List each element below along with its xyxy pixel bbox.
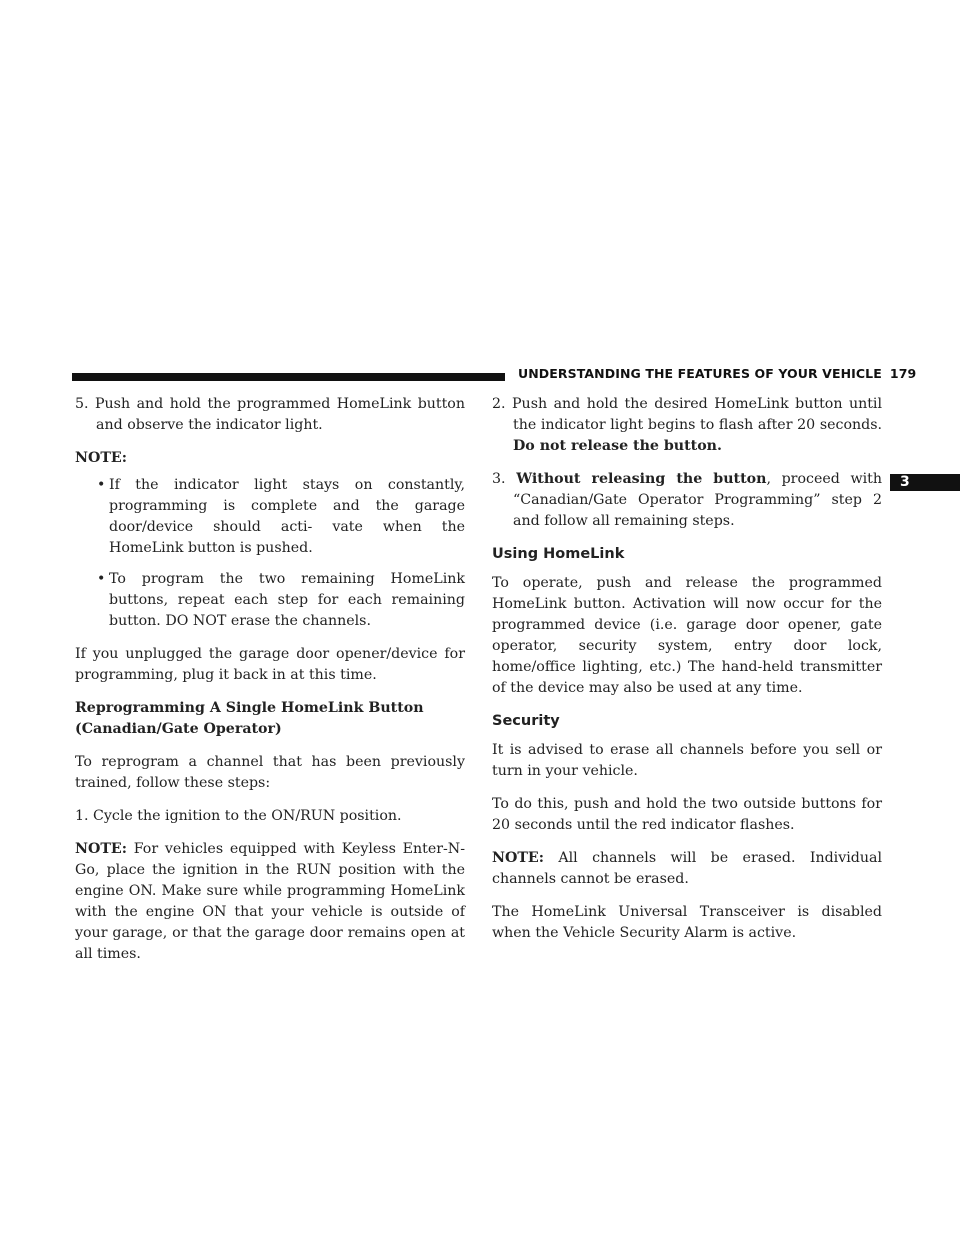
note-label-inline: NOTE: xyxy=(75,841,127,857)
header-title: UNDERSTANDING THE FEATURES OF YOUR VEHICLE xyxy=(518,366,882,381)
step-2-bold: Do not release the button. xyxy=(513,438,722,454)
note-bullet-list xyxy=(75,475,465,632)
step-1: 1. Cycle the ignition to the ON/RUN position. xyxy=(75,808,402,824)
step-5: 5. Push and hold the programmed HomeLink button and observe the indicator light. xyxy=(75,396,465,433)
step-3 xyxy=(492,469,882,532)
step-3-prefix: 3. xyxy=(492,471,517,487)
note-label-inline: NOTE: xyxy=(492,850,544,866)
security-heading: Security xyxy=(492,713,560,729)
security-paragraph-2: To do this, push and hold the two outside buttons for 20 seconds until the red indicator flashes. xyxy=(492,796,882,833)
step-2 xyxy=(492,394,882,457)
using-paragraph: To operate, push and release the programmed HomeLink button. Activation will now occur for the programmed device (i.e. garage door opener, gate operator, security system, entry door lock, home/office lighting, etc.) The hand-held transmitter of the device may also be used at any time. xyxy=(492,575,882,696)
note-text: For vehicles equipped with Keyless Enter-N-Go, place the ignition in the RUN position with the engine ON. Make sure while programming HomeLink with the engine ON that your vehicle is outside of your garage, or that the garage door remains open at all times. xyxy=(75,841,465,962)
unplugged-paragraph: If you unplugged the garage door opener/device for programming, plug it back in at this time. xyxy=(75,646,465,683)
bullet-glyph: • xyxy=(97,477,106,493)
step-3-text: , proceed with “Canadian/Gate Operator Programming” step 2 and follow all remaining steps. xyxy=(513,471,882,529)
right-column xyxy=(492,394,882,956)
list-item xyxy=(97,475,465,559)
subheading-line-1: Reprogramming A Single HomeLink Button xyxy=(75,700,424,716)
running-header xyxy=(518,366,916,381)
reprogramming-subheading xyxy=(75,698,465,740)
intro-paragraph: To reprogram a channel that has been previously trained, follow these steps: xyxy=(75,754,465,791)
bullet-text: To program the two remaining HomeLink buttons, repeat each step for each remaining button. DO NOT erase the channels. xyxy=(109,571,465,629)
bullet-glyph: • xyxy=(97,571,106,587)
bullet-text: If the indicator light stays on constantly, programming is complete and the garage door/device should acti- vate when the HomeLink button is pushed. xyxy=(109,477,465,556)
using-homelink-heading: Using HomeLink xyxy=(492,546,625,562)
page-number: 179 xyxy=(889,366,917,381)
header-rule xyxy=(72,373,505,381)
step-2-text: 2. Push and hold the desired HomeLink button until the indicator light begins to flash after 20 seconds. xyxy=(492,396,882,433)
list-item xyxy=(97,569,465,632)
chapter-tab: 3 xyxy=(890,474,960,491)
security-note xyxy=(492,848,882,890)
step-3-bold: Without releasing the button xyxy=(516,471,767,487)
left-column xyxy=(75,394,465,977)
security-paragraph-1: It is advised to erase all channels before you sell or turn in your vehicle. xyxy=(492,742,882,779)
note-label: NOTE: xyxy=(75,450,127,466)
note-text: All channels will be erased. Individual channels cannot be erased. xyxy=(492,850,882,887)
final-paragraph: The HomeLink Universal Transceiver is disabled when the Vehicle Security Alarm is active. xyxy=(492,904,882,941)
subheading-line-2: (Canadian/Gate Operator) xyxy=(75,721,282,737)
note-paragraph xyxy=(75,839,465,965)
